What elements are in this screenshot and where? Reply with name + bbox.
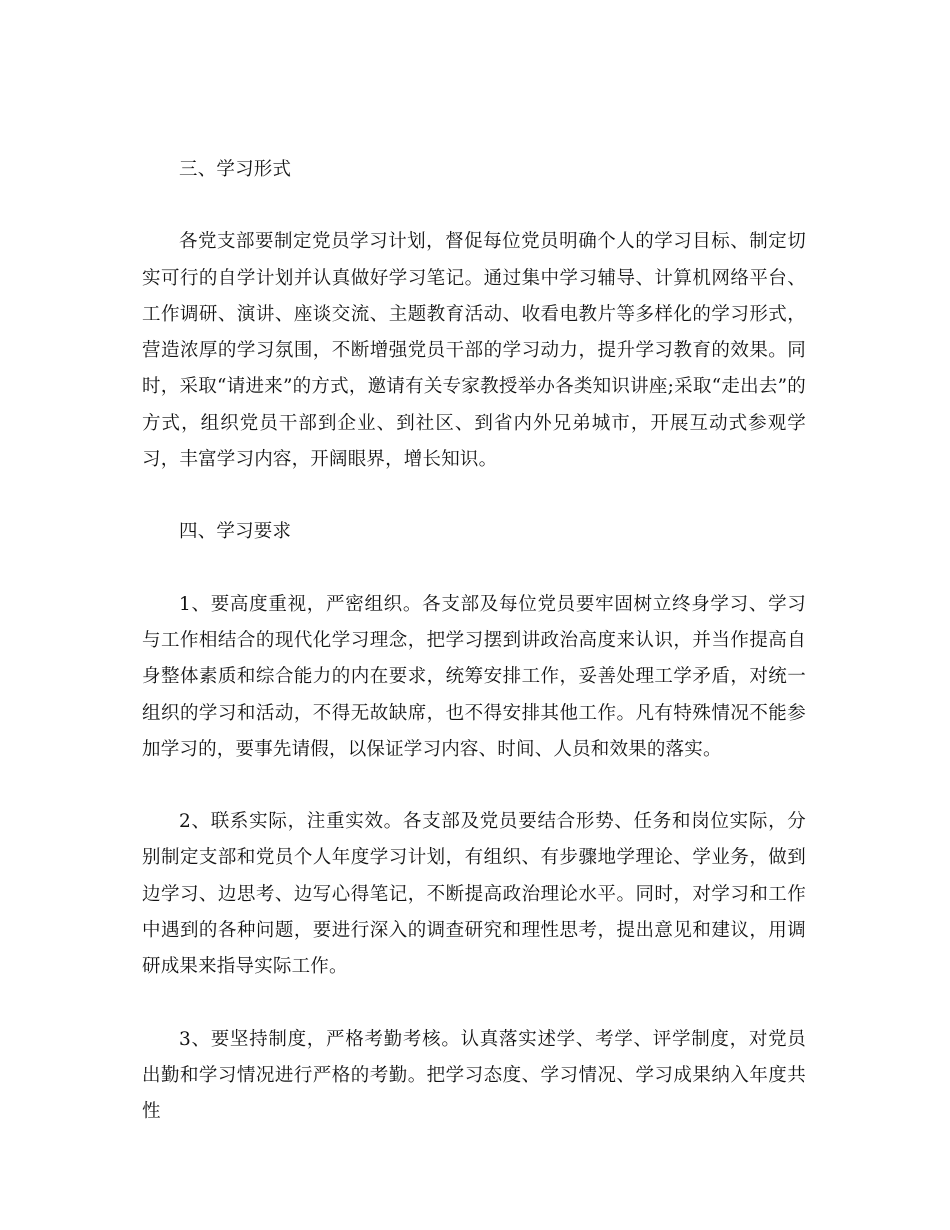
spacer bbox=[142, 551, 806, 587]
spacer bbox=[142, 768, 806, 804]
spacer bbox=[142, 188, 806, 224]
paragraph-requirement-2: 2、联系实际，注重实效。各支部及党员要结合形势、任务和岗位实际，分别制定支部和党员个人年度学习计划，有组织、有步骤地学理论、学业务，做到边学习、边思考、边写心得笔记，不断提高政治理论水平。同时，对学习和工作中遇到的各种问题，要进行深入的调查研究和理性思考，提出意见和建议，用调研成果来指导实际工作。 bbox=[142, 811, 806, 978]
paragraph-requirement-1: 1、要高度重视，严密组织。各支部及每位党员要牢固树立终身学习、学习与工作相结合的现代化学习理念，把学习摆到讲政治高度来认识，并当作提高自身整体素质和综合能力的内在要求，统筹安排工作，妥善处理工学矛盾，对统一组织的学习和活动，不得无故缺席，也不得安排其他工作。凡有特殊情况不能参加学习的，要事先请假，以保证学习内容、时间、人员和效果的落实。 bbox=[142, 593, 806, 760]
section-heading-learning-form: 三、学习形式 bbox=[179, 159, 292, 180]
paragraph-requirement-3: 3、要坚持制度，严格考勤考核。认真落实述学、考学、评学制度，对党员出勤和学习情况进行严格的考勤。把学习态度、学习情况、学习成果纳入年度共性 bbox=[142, 1028, 806, 1123]
spacer bbox=[142, 478, 806, 514]
document-page bbox=[142, 152, 806, 1131]
paragraph-learning-form: 各党支部要制定党员学习计划，督促每位党员明确个人的学习目标、制定切实可行的自学计划并认真做好学习笔记。通过集中学习辅导、计算机网络平台、工作调研、演讲、座谈交流、主题教育活动、收看电教片等多样化的学习形式，营造浓厚的学习氛围，不断增强党员干部的学习动力，提升学习教育的效果。同时，采取“请进来”的方式，邀请有关专家教授举办各类知识讲座;采取“走出去”的方式，组织党员干部到企业、到社区、到省内外兄弟城市，开展互动式参观学习，丰富学习内容，开阔眼界，增长知识。 bbox=[142, 231, 806, 471]
spacer bbox=[142, 986, 806, 1022]
section-heading-learning-requirements: 四、学习要求 bbox=[179, 521, 292, 543]
